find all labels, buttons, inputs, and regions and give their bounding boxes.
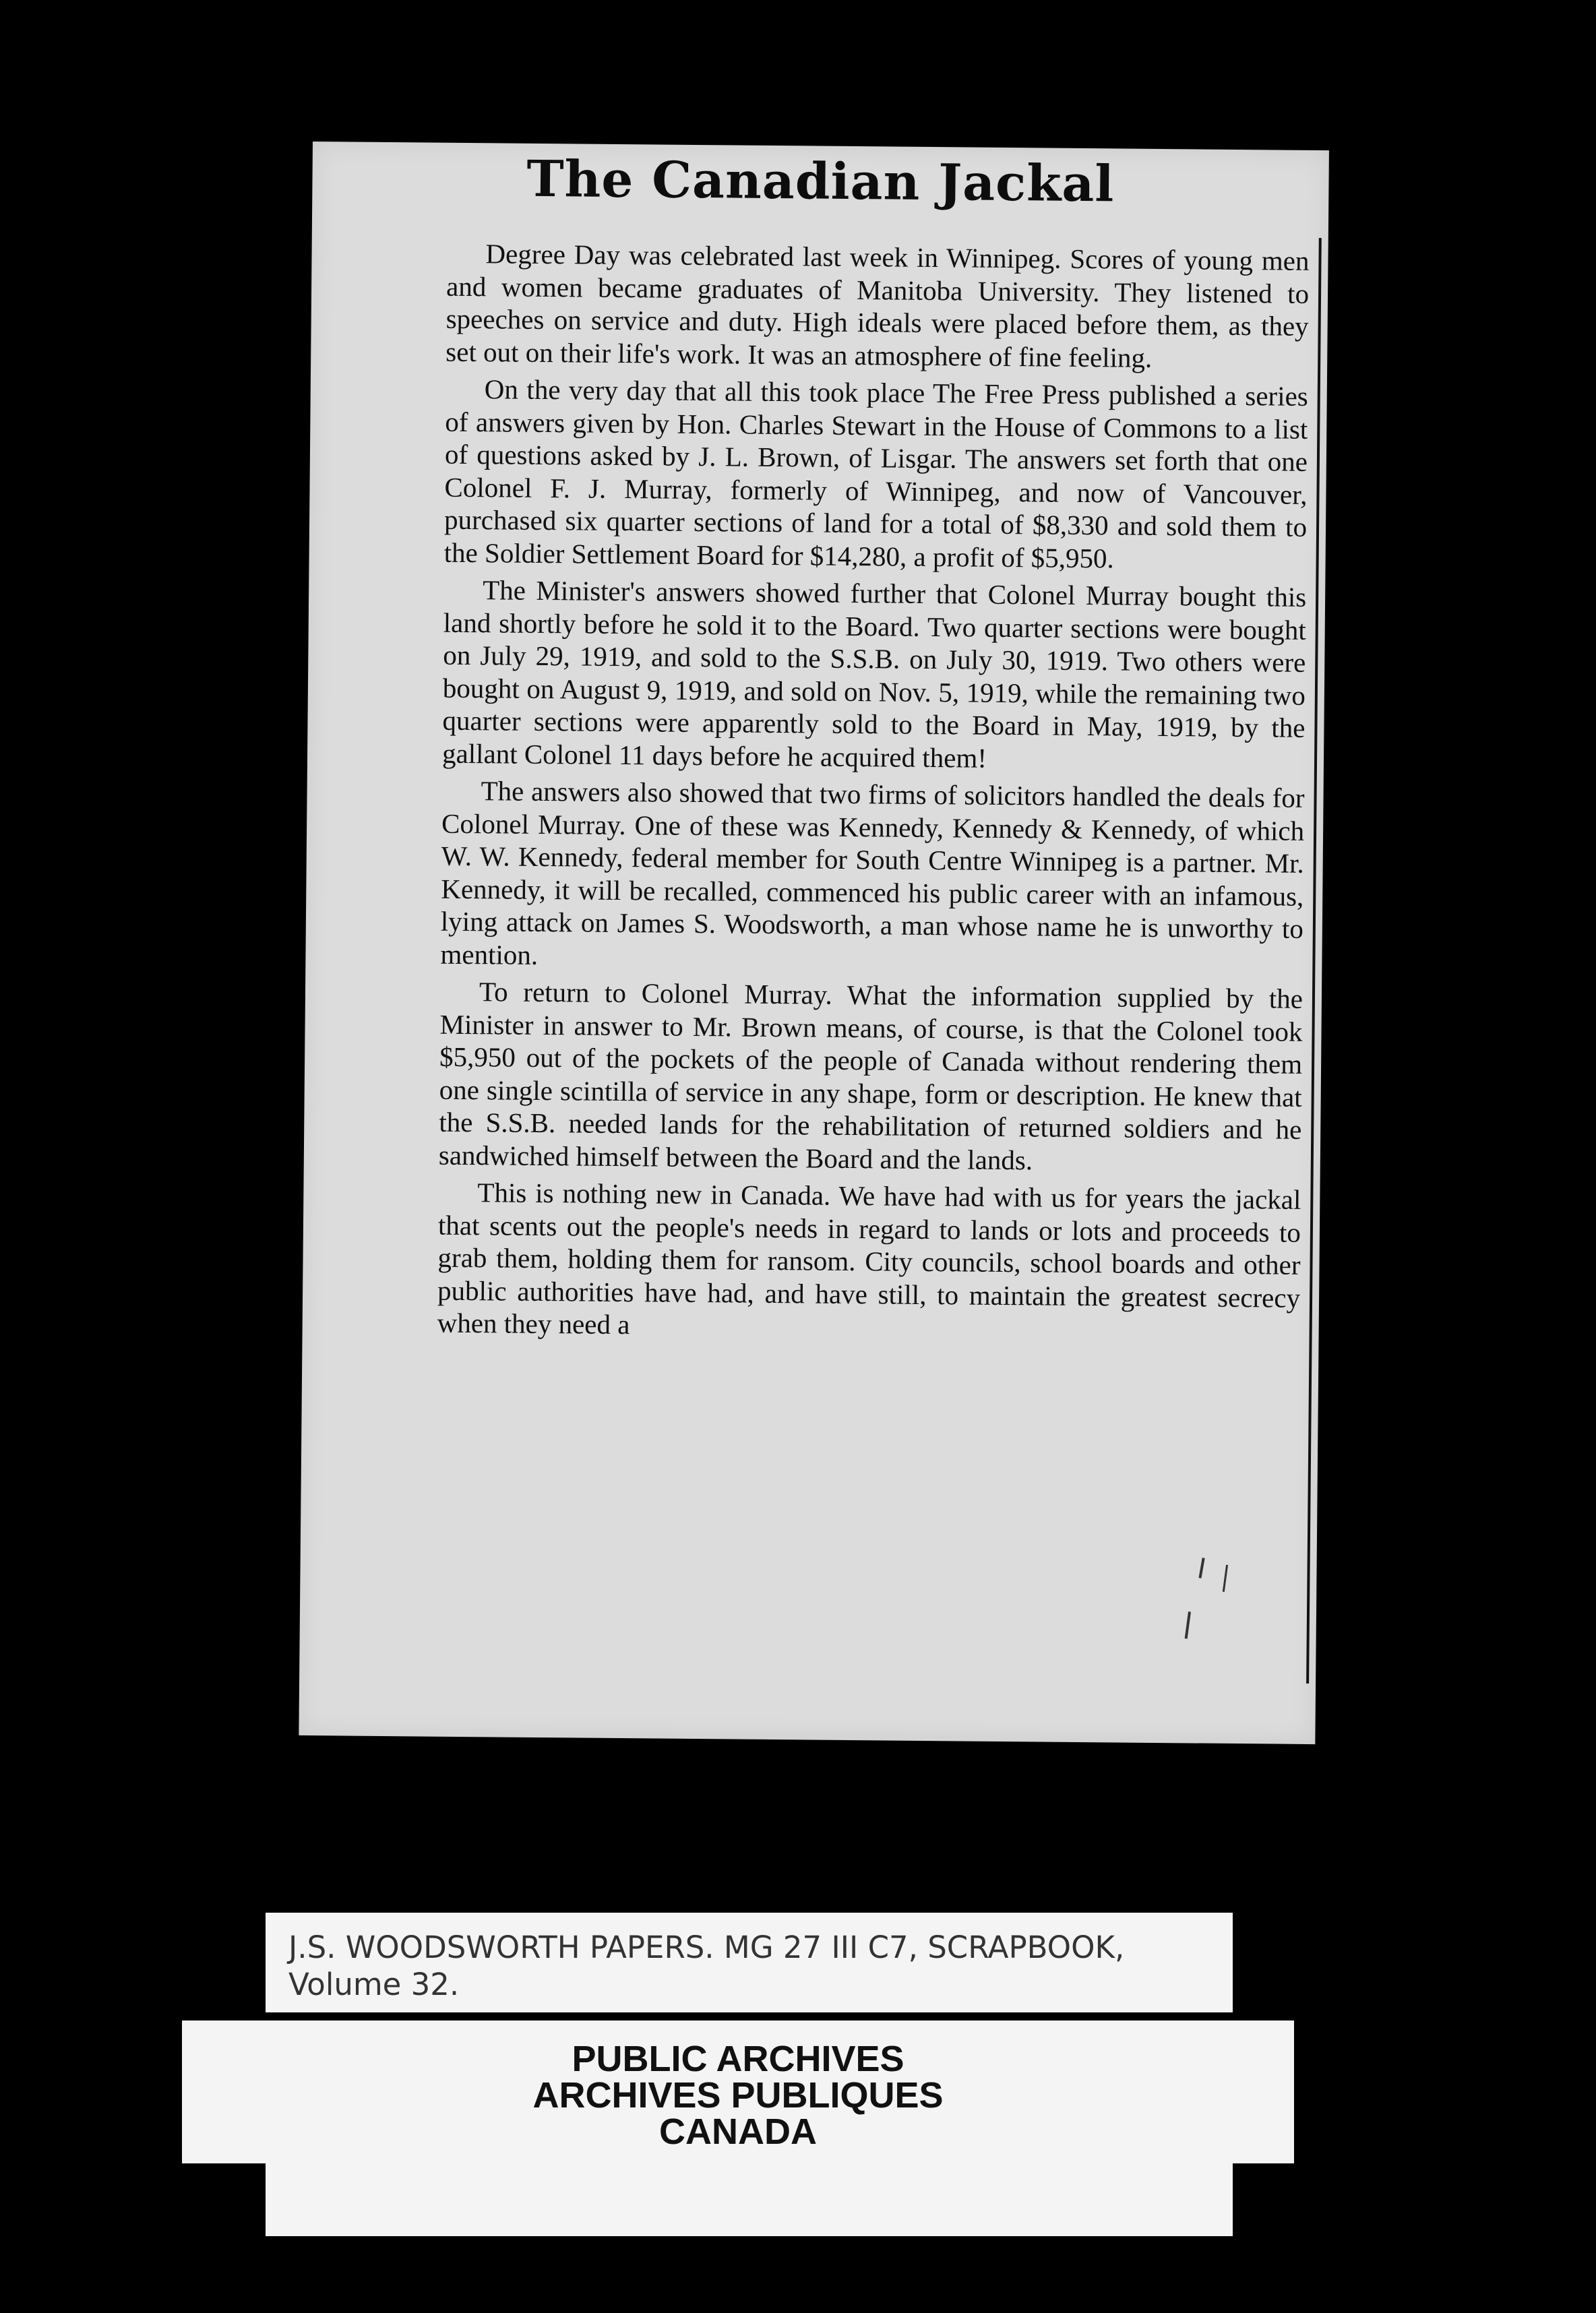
article-body xyxy=(437,237,1309,1352)
archive-stamp-label xyxy=(182,2021,1294,2163)
stamp-line: CANADA xyxy=(659,2111,817,2152)
stamp-line: ARCHIVES PUBLIQUES xyxy=(532,2075,944,2116)
article-paragraph: On the very day that all this took place The Free Press published a series of answers given by Hon. Charles Stewart in the House of Commons to a list of questions asked by J. L. Brown, of Lisgar. The answers set forth that one Colonel F. J. Murray, formerly of Winnipeg, and now of Vancouver, purchased six quarter sections of land for a total of $8,330 and sold them to the Soldier Settlement Board for $14,280, a profit of $5,950. xyxy=(443,373,1308,574)
stamp-line: PUBLIC ARCHIVES xyxy=(572,2039,904,2079)
article-paragraph: The answers also showed that two firms of solicitors handled the deals for Colonel Murray. One of these was Kennedy, Kennedy & Kennedy, of which W. W. Kennedy, federal member for South Centre Winnipeg is a partner. Mr. Kennedy, it will be recalled, commenced his public career with an infamous, lying attack on James S. Woodsworth, a man whose name he is unworthy to mention. xyxy=(440,775,1305,970)
label-strip xyxy=(266,2163,1233,2236)
citation-line: J.S. WOODSWORTH PAPERS. MG 27 III C7, SCRAPBOOK, xyxy=(288,1930,1125,1965)
article-paragraph: Degree Day was celebrated last week in Winnipeg. Scores of young men and women became graduates of Manitoba University. They listened to speeches on service and duty. High ideals were placed before them, as they set out on their life's work. It was an atmosphere of fine feeling. xyxy=(446,238,1310,373)
newspaper-clipping xyxy=(299,142,1329,1744)
column-rule xyxy=(1306,238,1322,1684)
pencil-mark xyxy=(1163,1551,1244,1646)
article-headline: The Canadian Jackal xyxy=(526,150,1115,214)
article-paragraph: To return to Colonel Murray. What the information supplied by the Minister in answer to Mr. Brown means, of course, is that the Colonel took $5,950 out of the pockets of the people of Canada without rendering them one single scintilla of service in any shape, form or description. He knew that the S.S.B. needed lands for the rehabilitation of returned soldiers and he sandwiched himself between the Board and the lands. xyxy=(438,976,1303,1175)
article-paragraph: The Minister's answers showed further that Colonel Murray bought this land shortly before he sold it to the Board. Two quarter sections were bought on July 29, 1919, and sold to the S.S.B. on July 30, 1919. Two others were bought on August 9, 1919, and sold on Nov. 5, 1919, while the remaining two quarter sections were apparently sold to the Board in May, 1919, by the gallant Colonel 11 days before he acquired them! xyxy=(441,574,1307,774)
archive-citation-label xyxy=(266,1913,1233,2012)
article-paragraph: This is nothing new in Canada. We have had with us for years the jackal that scents out the people's needs in regard to lands or lots and proceeds to grab them, holding them for ransom. City councils, school boards and other public authorities have had, and have still, to maintain the greatest secrecy when they need a xyxy=(437,1177,1301,1340)
citation-line: Volume 32. xyxy=(288,1967,460,2002)
